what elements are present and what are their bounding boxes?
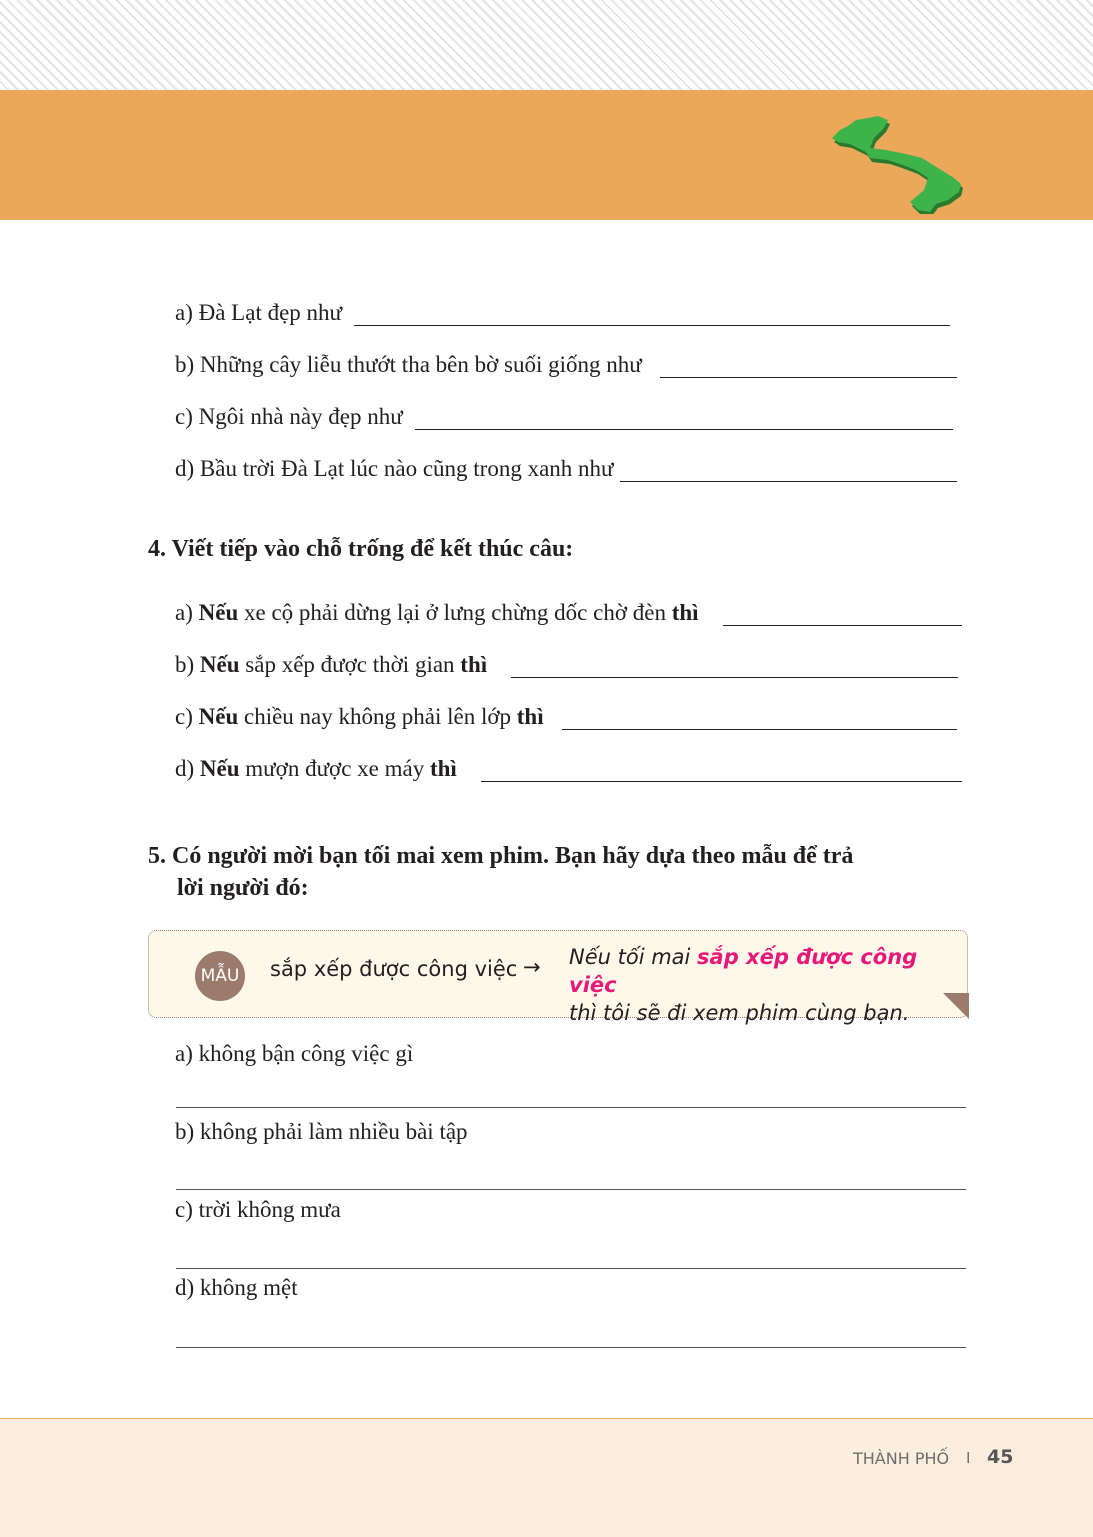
answer-line[interactable]: [176, 1268, 966, 1269]
answer-blank[interactable]: [660, 355, 957, 378]
answer-blank[interactable]: [620, 459, 957, 482]
result-highlight: sắp xếp được công việc: [569, 945, 918, 997]
section5-title-line2: lời người đó:: [177, 875, 309, 901]
answer-blank[interactable]: [723, 603, 962, 626]
answer-item-label: c) trời không mưa: [175, 1197, 341, 1222]
keyword-neu: Nếu: [198, 704, 239, 729]
item-label: d) Bầu trời Đà Lạt lúc nào cũng trong xanh như: [175, 456, 614, 481]
answer-blank[interactable]: [481, 759, 962, 782]
answer-blank[interactable]: [562, 707, 957, 730]
keyword-neu: Nếu: [199, 756, 240, 781]
item-label: b) Những cây liễu thướt tha bên bờ suối giống như: [175, 352, 642, 377]
keyword-neu: Nếu: [199, 652, 240, 677]
fill-item: [175, 648, 958, 678]
answer-line[interactable]: [176, 1347, 966, 1348]
item-text: mượn được xe máy: [239, 756, 430, 781]
fill-item: [175, 296, 950, 326]
footer-section: THÀNH PHỐ: [853, 1449, 950, 1468]
page-number: 45: [987, 1446, 1014, 1468]
fill-item: [175, 452, 957, 482]
item-text: chiều nay không phải lên lớp: [238, 704, 517, 729]
section4-title: 4. Viết tiếp vào chỗ trống để kết thúc câu:: [148, 536, 574, 562]
example-phrase: sắp xếp được công việc: [270, 957, 518, 981]
keyword-thi: thì: [429, 756, 457, 781]
item-prefix: a): [175, 600, 199, 625]
keyword-thi: thì: [460, 652, 488, 677]
section5-title: 5. Có người mời bạn tối mai xem phim. Bạn hãy dựa theo mẫu để trả: [148, 843, 854, 869]
answer-blank[interactable]: [415, 407, 953, 430]
arrow-icon: →: [523, 955, 541, 979]
item-text: xe cộ phải dừng lại ở lưng chừng dốc chờ đèn: [238, 600, 672, 625]
example-result: [569, 943, 967, 1027]
result-text: Nếu tối mai: [569, 945, 698, 969]
fill-item: [175, 752, 962, 782]
fill-item: [175, 596, 962, 626]
item-label: [175, 756, 457, 782]
answer-line[interactable]: [176, 1189, 966, 1190]
example-badge: MẪU: [195, 951, 245, 1001]
item-prefix: d): [175, 756, 200, 781]
fill-item: [175, 700, 957, 730]
footer-separator: I: [966, 1449, 971, 1467]
answer-blank[interactable]: [354, 303, 950, 326]
item-label: [175, 652, 487, 678]
footer: [0, 1418, 1093, 1537]
item-label: [175, 704, 544, 730]
vietnam-map-icon: [826, 114, 971, 214]
item-label: [175, 600, 699, 626]
item-text: sắp xếp được thời gian: [239, 652, 461, 677]
example-box: [148, 930, 968, 1025]
answer-blank[interactable]: [511, 655, 958, 678]
page-fold-icon: [943, 993, 969, 1019]
answer-item-label: a) không bận công việc gì: [175, 1041, 414, 1066]
fill-item: [175, 348, 957, 378]
answer-item-label: d) không mệt: [175, 1275, 298, 1300]
answer-item-label: b) không phải làm nhiều bài tập: [175, 1119, 468, 1144]
item-prefix: c): [175, 704, 199, 729]
answer-line[interactable]: [176, 1107, 966, 1108]
fill-item: [175, 400, 953, 430]
result-text-line2: thì tôi sẽ đi xem phim cùng bạn.: [569, 1001, 910, 1025]
item-label: a) Đà Lạt đẹp như: [175, 300, 343, 325]
item-label: c) Ngôi nhà này đẹp như: [175, 404, 403, 429]
item-prefix: b): [175, 652, 200, 677]
keyword-thi: thì: [671, 600, 699, 625]
decorative-hatch: [0, 0, 1093, 90]
keyword-thi: thì: [516, 704, 544, 729]
keyword-neu: Nếu: [198, 600, 239, 625]
